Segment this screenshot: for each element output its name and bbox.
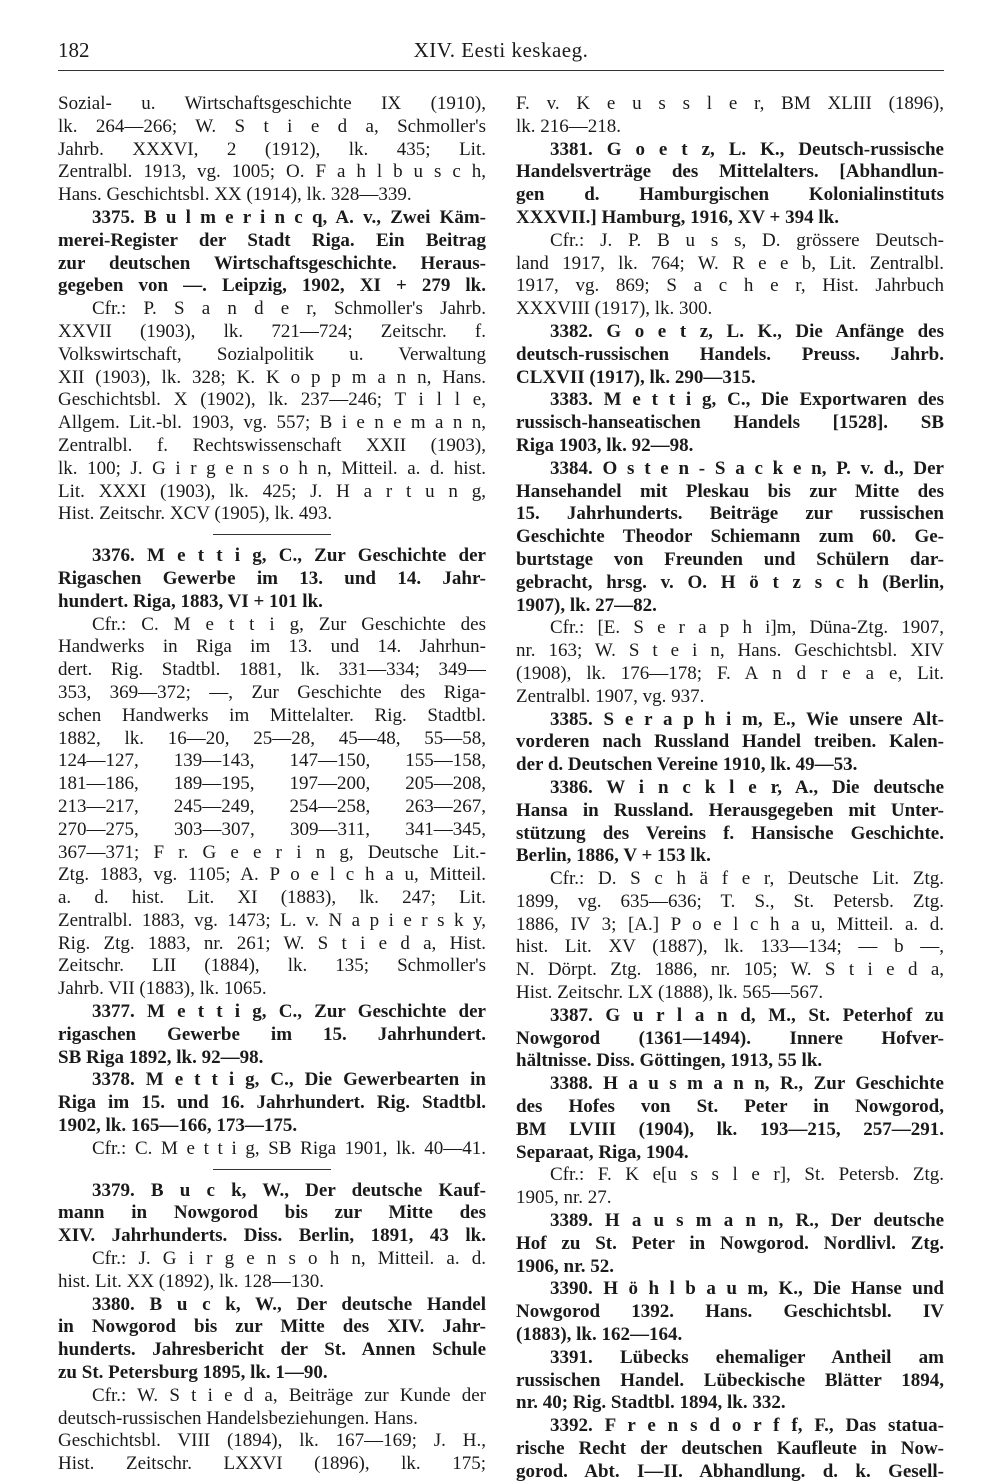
text-line: gegeben von —. Leipzig, 1902, XI + 279 lk. xyxy=(58,275,486,297)
text-line: merei-Register der Stadt Riga. Ein Beitrag xyxy=(58,229,486,251)
text-line: XIV. Jahrhunderts. Diss. Berlin, 1891, 43 lk. xyxy=(58,1225,486,1247)
text-line: des Hofes von St. Peter in Nowgorod, xyxy=(516,1096,944,1118)
text-line: Sozial- u. Wirtschaftsgeschichte IX (1910), xyxy=(58,93,486,114)
text-line: Lit. XXXI (1903), lk. 425; J. H a r t u n g, xyxy=(58,480,486,502)
text-line: stützung des Vereins f. Hansische Geschichte. xyxy=(516,822,944,844)
text-line: F. v. K e u s s l e r, BM XLIII (1896), xyxy=(516,93,944,114)
text-line: deutsch-russischen Handels. Preuss. Jahrb. xyxy=(516,343,944,365)
text-line: Allgem. Lit.-bl. 1903, vg. 557; B i e n e m a n n, xyxy=(58,412,486,434)
text-line: mann in Nowgorod bis zur Mitte des xyxy=(58,1202,486,1224)
text-line: Zeitschr. LII (1884), lk. 135; Schmoller's xyxy=(58,955,486,977)
text-line: Geschichtsbl. VIII (1894), lk. 167—169; J. H., xyxy=(58,1430,486,1452)
text-line: 1905, nr. 27. xyxy=(516,1187,612,1209)
text-line: hundert. Riga, 1883, VI + 101 lk. xyxy=(58,590,323,612)
text-line: zu St. Petersburg 1895, lk. 1—90. xyxy=(58,1362,328,1384)
text-line: Hans. Geschichtsbl. XX (1914), lk. 328—339. xyxy=(58,184,412,206)
entry-heading-line: 3376. M e t t i g, C., Zur Geschichte der xyxy=(92,545,486,567)
right-column xyxy=(516,93,944,1484)
text-line: Volkswirtschaft, Sozialpolitik u. Verwaltung xyxy=(58,343,486,365)
text-line: 1882, lk. 16—20, 25—28, 45—48, 55—58, xyxy=(58,727,486,749)
text-line: hist. Lit. XV (1887), lk. 133—134; — b —, xyxy=(516,936,944,958)
text-line: schen Handwerks im Mittelalter. Rig. Stadtbl. xyxy=(58,704,486,726)
text-line: lk. 100; J. G i r g e n s o h n, Mitteil. a. d. hist. xyxy=(58,457,486,479)
text-line: Zentralbl. 1907, vg. 937. xyxy=(516,685,705,707)
text-line: XXXVIII (1917), lk. 300. xyxy=(516,298,713,320)
text-line: Cfr.: C. M e t t i g, SB Riga 1901, lk. 40—41. xyxy=(92,1137,486,1159)
text-line: Hof zu St. Peter in Nowgorod. Nordlivl. Ztg. xyxy=(516,1232,944,1254)
text-line: Ztg. 1883, vg. 1105; A. P o e l c h a u, Mitteil. xyxy=(58,864,486,886)
text-line: Handwerks in Riga im 13. und 14. Jahrhun- xyxy=(58,636,486,658)
entry-heading-line: 3387. G u r l a n d, M., St. Peterhof zu xyxy=(550,1004,944,1026)
text-line: Hansehandel mit Pleskau bis zur Mitte des xyxy=(516,480,944,502)
text-line: Zentralbl. 1913, vg. 1005; O. F a h l b u s c h, xyxy=(58,161,486,183)
text-line: 353, 369—372; —, Zur Geschichte des Riga- xyxy=(58,681,486,703)
running-title: XIV. Eesti keskaeg. xyxy=(413,38,589,62)
entry-heading-line: 3389. H a u s m a n n, R., Der deutsche xyxy=(550,1210,944,1232)
entry-heading-line: 3380. B u c k, W., Der deutsche Handel xyxy=(92,1293,486,1315)
text-line: Riga 1903, lk. 92—98. xyxy=(516,434,694,456)
text-line: nr. 163; W. S t e i n, Hans. Geschichtsbl. XIV xyxy=(516,640,944,662)
entry-heading-line: 3388. H a u s m a n n, R., Zur Geschichte xyxy=(550,1073,944,1095)
text-line: lk. 216—218. xyxy=(516,115,622,137)
entry-heading-line: 3391. Lübecks ehemaliger Antheil am xyxy=(550,1346,944,1368)
text-line: Rig. Ztg. 1883, nr. 261; W. S t i e d a, Hist. xyxy=(58,932,486,954)
text-line: 1899, vg. 635—636; T. S., St. Petersb. Ztg. xyxy=(516,890,944,912)
text-line: 1902, lk. 165—166, 173—175. xyxy=(58,1115,298,1137)
text-line: Geschichte Theodor Schiemann zum 60. Ge- xyxy=(516,526,944,548)
page-header xyxy=(58,38,944,78)
text-line: Geschichtsbl. X (1902), lk. 237—246; T i l l e, xyxy=(58,389,486,411)
text-line: hältnisse. Diss. Göttingen, 1913, 55 lk. xyxy=(516,1050,823,1072)
text-line: vorderen nach Russland Handel treiben. Kalen- xyxy=(516,731,944,753)
text-line: Cfr.: J. G i r g e n s o h n, Mitteil. a. d. xyxy=(92,1248,486,1270)
entry-heading-line: 3392. F r e n s d o r f f, F., Das statua- xyxy=(550,1415,944,1437)
text-line: Hist. Zeitschr. LX (1888), lk. 565—567. xyxy=(516,982,824,1004)
text-line: Cfr.: [E. S e r a p h i]m, Düna-Ztg. 1907, xyxy=(550,617,944,639)
text-line: hunderts. Jahresbericht der St. Annen Schule xyxy=(58,1339,486,1361)
text-line: der d. Deutschen Vereine 1910, lk. 49—53. xyxy=(516,754,858,776)
header-rule xyxy=(58,70,944,71)
entry-heading-line: 3375. B u l m e r i n c q, A. v., Zwei Käm- xyxy=(92,206,486,228)
text-line: deutsch-russischen Handelsbeziehungen. Hans. xyxy=(58,1407,418,1429)
text-line: Zentralbl. f. Rechtswissenschaft XXII (1903), xyxy=(58,434,486,456)
text-line: a. d. hist. Lit. XI (1883), lk. 247; Lit. xyxy=(58,887,486,909)
text-line: Berlin, 1886, V + 153 lk. xyxy=(516,845,711,867)
text-line: Jahrb. XXXVI, 2 (1912), lk. 435; Lit. xyxy=(58,138,486,160)
text-line: 1907), lk. 27—82. xyxy=(516,594,657,616)
text-line: 1886, IV 3; [A.] P o e l c h a u, Mitteil. a. d. xyxy=(516,913,944,935)
text-line: rigaschen Gewerbe im 15. Jahrhundert. xyxy=(58,1023,486,1045)
text-line: Handelsverträge des Mittelalters. [Abhandlun- xyxy=(516,161,944,183)
text-line: N. Dörpt. Ztg. 1886, nr. 105; W. S t i e d a, xyxy=(516,959,944,981)
text-line: Hist. Zeitschr. LXXVI (1896), lk. 175; xyxy=(58,1453,486,1475)
page-number: 182 xyxy=(58,38,90,62)
text-line: BM LVIII (1904), lk. 193—215, 257—291. xyxy=(516,1118,944,1140)
entry-heading-line: 3379. B u c k, W., Der deutsche Kauf- xyxy=(92,1179,486,1201)
text-line: (1883), lk. 162—164. xyxy=(516,1324,683,1346)
text-line: Hist. Zeitschr. XCV (1905), lk. 493. xyxy=(58,503,333,525)
text-line: Rigaschen Gewerbe im 13. und 14. Jahr- xyxy=(58,567,486,589)
text-line: 1906, nr. 52. xyxy=(516,1255,615,1277)
text-line: CLXVII (1917), lk. 290—315. xyxy=(516,366,756,388)
text-line: XXVII (1903), lk. 721—724; Zeitschr. f. xyxy=(58,320,486,342)
text-line: 124—127, 139—143, 147—150, 155—158, xyxy=(58,750,486,772)
left-column xyxy=(58,93,486,1476)
text-line: Cfr.: D. S c h ä f e r, Deutsche Lit. Ztg. xyxy=(550,868,944,890)
text-line: XII (1903), lk. 328; K. K o p p m a n n, Hans. xyxy=(58,366,486,388)
entry-heading-line: 3382. G o e t z, L. K., Die Anfänge des xyxy=(550,320,944,342)
text-line: rische Recht der deutschen Kaufleute in Now- xyxy=(516,1438,944,1460)
text-line: Cfr.: J. P. B u s s, D. grössere Deutsch- xyxy=(550,229,944,251)
text-line: burtstage von Freunden und Schülern dar- xyxy=(516,548,944,570)
text-line: russischen Handel. Lübeckische Blätter 1894, xyxy=(516,1369,944,1391)
entry-heading-line: 3381. G o e t z, L. K., Deutsch-russische xyxy=(550,138,944,160)
text-line: gorod. Abt. I—II. Abhandlung. d. k. Gesell- xyxy=(516,1460,944,1482)
text-line: gen d. Hamburgischen Kolonialinstituts xyxy=(516,184,944,206)
text-line: lk. 264—266; W. S t i e d a, Schmoller's xyxy=(58,115,486,137)
text-line: SB Riga 1892, lk. 92—98. xyxy=(58,1046,264,1068)
text-line: Cfr.: C. M e t t i g, Zur Geschichte des xyxy=(92,613,486,635)
text-line: Cfr.: P. S a n d e r, Schmoller's Jahrb. xyxy=(92,298,486,320)
text-line: 15. Jahrhunderts. Beiträge zur russischen xyxy=(516,503,944,525)
text-line: 270—275, 303—307, 309—311, 341—345, xyxy=(58,818,486,840)
text-line: zur deutschen Wirtschaftsgeschichte. Heraus- xyxy=(58,252,486,274)
text-line: land 1917, lk. 764; W. R e e b, Lit. Zentralbl. xyxy=(516,252,944,274)
text-line: 367—371; F r. G e e r i n g, Deutsche Lit.- xyxy=(58,841,486,863)
text-line: 181—186, 189—195, 197—200, 205—208, xyxy=(58,773,486,795)
text-line: Nowgorod 1392. Hans. Geschichtsbl. IV xyxy=(516,1301,944,1323)
text-line: Zentralbl. 1883, vg. 1473; L. v. N a p i e r s k y, xyxy=(58,909,486,931)
entry-heading-line: 3383. M e t t i g, C., Die Exportwaren des xyxy=(550,389,944,411)
text-line: (1908), lk. 176—178; F. A n d r e a e, Lit. xyxy=(516,662,944,684)
text-line: Nowgorod (1361—1494). Innere Hofver- xyxy=(516,1027,944,1049)
text-line: XXXVII.] Hamburg, 1916, XV + 394 lk. xyxy=(516,206,839,228)
text-line: Riga im 15. und 16. Jahrhundert. Rig. Stadtbl. xyxy=(58,1092,486,1114)
entry-heading-line: 3377. M e t t i g, C., Zur Geschichte der xyxy=(92,1001,486,1023)
text-line: nr. 40; Rig. Stadtbl. 1894, lk. 332. xyxy=(516,1392,786,1414)
entry-heading-line: 3385. S e r a p h i m, E., Wie unsere Alt- xyxy=(550,708,944,730)
text-line: Cfr.: W. S t i e d a, Beiträge zur Kunde der xyxy=(92,1384,486,1406)
section-separator xyxy=(213,534,331,535)
text-line: Cfr.: F. K e[u s s l e r], St. Petersb. Ztg. xyxy=(550,1164,944,1186)
text-line: Jahrb. VII (1883), lk. 1065. xyxy=(58,978,267,1000)
text-line: Hansa in Russland. Herausgegeben mit Unter- xyxy=(516,799,944,821)
text-line: hist. Lit. XX (1892), lk. 128—130. xyxy=(58,1270,324,1292)
entry-heading-line: 3386. W i n c k l e r, A., Die deutsche xyxy=(550,776,944,798)
section-separator xyxy=(213,1169,331,1170)
text-line: Separaat, Riga, 1904. xyxy=(516,1141,689,1163)
text-line: dert. Rig. Stadtbl. 1881, lk. 331—334; 349— xyxy=(58,659,486,681)
text-line: 213—217, 245—249, 254—258, 263—267, xyxy=(58,795,486,817)
text-line: in Nowgorod bis zur Mitte des XIV. Jahr- xyxy=(58,1316,486,1338)
text-line: gebracht, hrsg. v. O. H ö t z s c h (Berlin, xyxy=(516,571,944,593)
text-line: 1917, vg. 869; S a c h e r, Hist. Jahrbuch xyxy=(516,275,944,297)
entry-heading-line: 3390. H ö h l b a u m, K., Die Hanse und xyxy=(550,1278,944,1300)
entry-heading-line: 3384. O s t e n - S a c k e n, P. v. d., Der xyxy=(550,457,944,479)
text-line: russisch-hanseatischen Handels [1528]. SB xyxy=(516,412,944,434)
entry-heading-line: 3378. M e t t i g, C., Die Gewerbearten in xyxy=(92,1069,486,1091)
